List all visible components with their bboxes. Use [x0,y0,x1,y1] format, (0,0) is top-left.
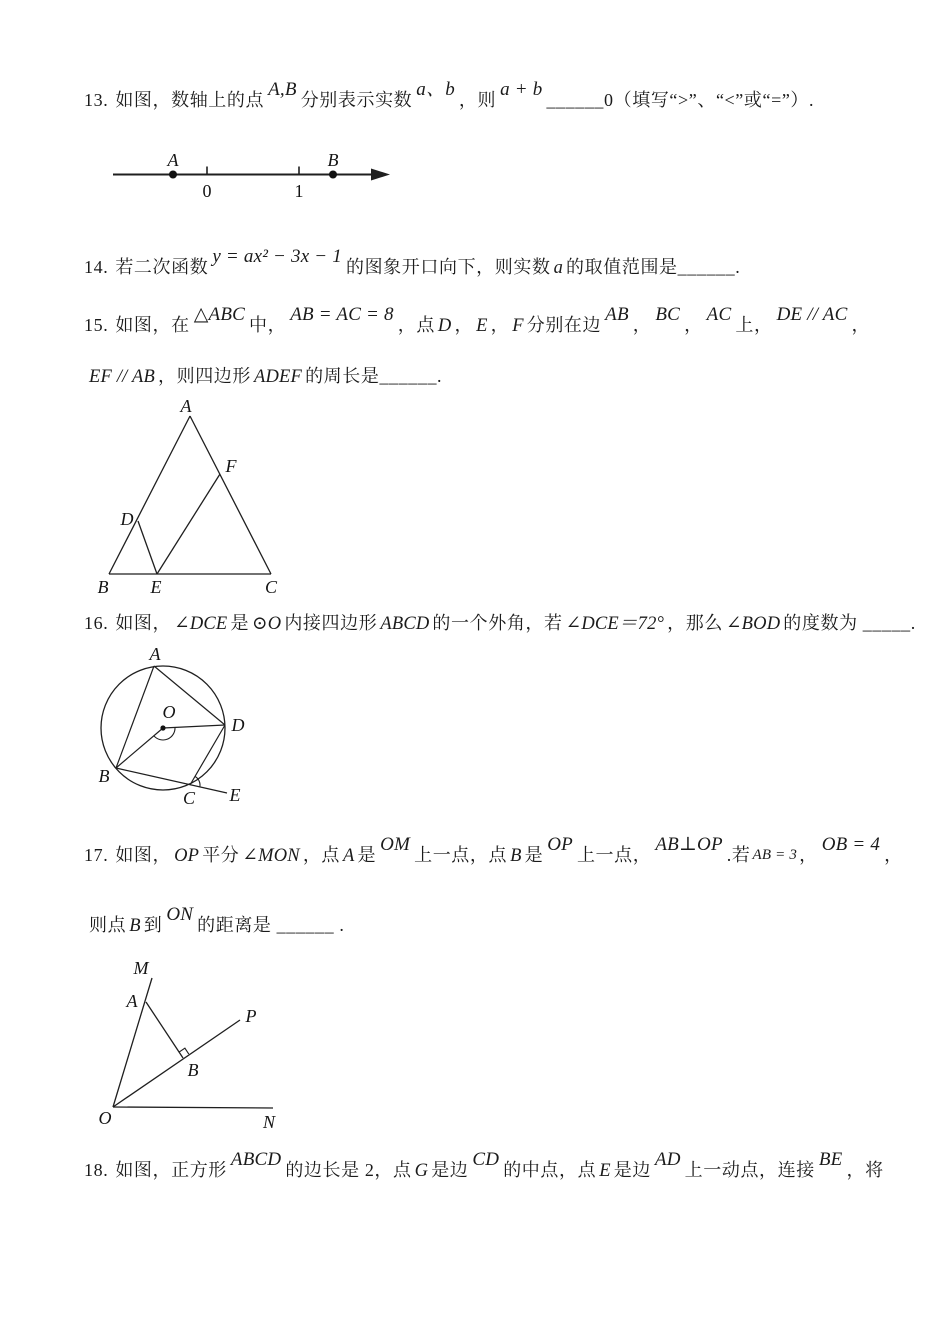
q15-math-D: D [437,316,452,336]
q15-t3: ，点 [397,315,435,335]
q15-t10: ， [851,315,871,335]
q17-t11: 则点 [89,915,127,935]
q16-t4: 的一个外角，若 [432,613,563,633]
q18-math-CD: CD [472,1149,500,1170]
center-O-dot [160,725,165,730]
q13-t2: 分别表示实数 [300,90,413,110]
q15-math-DE-parallel-AC: DE // AC [776,304,848,325]
figure-circle-o [85,648,275,818]
q13-math-AB: A,B [268,79,297,100]
q15-math-BC: BC [655,304,681,325]
radius-OD [163,725,225,728]
q17-math-OP2: OP [547,834,573,855]
figure-triangle-abc [90,400,300,600]
q16-t2: 是 [230,613,250,633]
q13-math-a-plus-b: a + b [500,79,543,100]
question-13-text [84,79,815,113]
label-F: F [225,456,237,476]
q17-t6: 是 [524,845,544,865]
q17-t12: 到 [143,915,163,935]
q17-math-AB-perp-OP: AB⊥OP [655,834,723,855]
label-D: D [120,509,134,529]
q14-t2: 的图象开口向下，则实数 [345,257,551,277]
q18-math-E: E [599,1161,611,1181]
q15-t2: 中， [249,315,287,335]
q18-t1: 如图，正方形 [115,1160,227,1180]
q17-t4: 是 [357,845,377,865]
q15-number: 15. [84,315,109,335]
q15-t9: 上， [735,315,773,335]
question-17-text-line1 [84,834,903,868]
label-B: B [98,766,110,786]
q15-math-triangle-abc: △ABC [193,304,246,325]
q17-t10: ， [884,845,903,865]
q17-math-B2: B [129,916,141,936]
q15-math-EF-parallel-AB: EF // AB [89,367,155,387]
point-A-dot [169,171,177,179]
segment-DE [138,521,157,574]
q17-math-AB-3: AB = 3 [752,847,798,863]
ray-OP [113,1020,240,1107]
label-E: E [229,785,241,805]
q17-t9: ， [799,845,818,865]
side-AC [190,416,271,574]
q18-t2: 的边长是 2，点 [285,1160,412,1180]
label-D: D [231,715,245,735]
question-15-text-line2 [89,365,442,389]
label-B: B [187,1060,199,1080]
figure-number-line [100,145,400,205]
segment-EF [157,474,220,574]
q13-t3: ，则 [458,90,497,110]
q17-math-angle-MON: ∠MON [242,846,300,866]
label-zero: 0 [202,181,212,201]
q17-t5: 上一点，点 [414,845,508,865]
label-O: O [162,702,176,722]
q15-t8: ， [684,315,703,335]
label-O: O [98,1108,112,1128]
question-17-text-line2 [89,904,345,938]
q16-t5: ，那么 [667,613,723,633]
q13-number: 13. [84,90,109,110]
label-M: M [133,958,149,978]
q18-t6: 上一动点，连接 [684,1160,815,1180]
segment-AB [146,1002,183,1058]
q16-t3: 内接四边形 [284,613,378,633]
q15-t1: 如图，在 [115,315,190,335]
q18-math-BE: BE [818,1149,843,1170]
q15-t12: 的周长是______. [305,366,443,386]
side-AB [109,416,190,574]
q17-t8: .若 [726,845,751,865]
q15-math-F: F [512,316,524,336]
label-C: C [264,577,278,597]
q15-math-AB: AB [605,304,629,325]
label-one: 1 [294,181,304,201]
label-N: N [262,1112,276,1132]
q18-math-G: G [414,1161,429,1181]
q13-t1: 如图，数轴上的点 [115,90,265,110]
q18-math-AD: AD [654,1149,681,1170]
q17-t7: 上一点， [576,845,652,865]
q18-t4: 的中点，点 [503,1160,597,1180]
figure-angle-mon [85,958,295,1133]
question-18-text [84,1149,884,1183]
q15-math-AC: AC [706,304,732,325]
q17-t13: 的距离是 ______ . [197,915,345,935]
ray-ON [113,1107,273,1108]
q15-t7: ， [632,315,652,335]
q14-t3: 的取值范围是______. [566,257,741,277]
question-15-text-line1 [84,304,871,338]
q15-t6: 分别在边 [526,315,602,335]
q16-math-circle-O: ⊙O [252,614,282,634]
q17-t1: 如图， [115,845,172,865]
q16-math-angle-72: ∠DCE＝72° [565,614,665,634]
q16-t6: 的度数为 _____. [783,613,916,633]
q15-math-ab-ac-8: AB = AC = 8 [290,304,394,325]
label-A: A [180,400,192,416]
q17-math-OB-4: OB = 4 [821,834,881,855]
q17-math-OP: OP [174,846,200,866]
q15-t4: ， [454,315,474,335]
label-E: E [150,577,162,597]
q16-math-angle-BOD: ∠BOD [725,614,781,634]
q15-math-ADEF: ADEF [254,367,303,387]
q18-number: 18. [84,1160,109,1180]
label-B: B [97,577,109,597]
q13-t4: ______0（填写“>”、“<”或“=”）. [546,90,815,110]
label-B: B [327,150,339,170]
q17-t3: ，点 [302,845,341,865]
q18-math-ABCD: ABCD [230,1149,282,1170]
q17-number: 17. [84,845,109,865]
label-P: P [245,1006,257,1026]
q14-math-quadratic: y = ax² − 3x − 1 [212,246,342,267]
label-A: A [126,991,138,1011]
q16-number: 16. [84,613,109,633]
question-14-text [84,246,741,280]
q17-math-ON: ON [166,904,194,925]
q16-t1: 如图， [115,613,172,633]
label-A: A [149,648,161,664]
axis-arrowhead-icon [371,169,390,181]
q18-t7: ，将 [846,1160,884,1180]
q14-math-a: a [553,258,564,278]
q15-t11: ，则四边形 [158,366,251,386]
q15-t5: ， [490,315,510,335]
q17-math-OM: OM [380,834,411,855]
q18-t3: 是边 [431,1160,469,1180]
q14-t1: 若二次函数 [115,257,209,277]
q15-math-E: E [476,316,488,336]
q13-math-ab: a、b [416,79,455,100]
label-C: C [182,788,196,808]
point-B-dot [329,171,337,179]
q17-t2: 平分 [202,845,240,865]
question-16-text [84,612,916,636]
q18-t5: 是边 [613,1160,651,1180]
q16-math-angle-DCE: ∠DCE [174,614,228,634]
q14-number: 14. [84,257,109,277]
q17-math-A: A [343,846,355,866]
q17-math-B: B [510,846,522,866]
q16-math-ABCD: ABCD [380,614,430,634]
label-A: A [167,150,179,170]
